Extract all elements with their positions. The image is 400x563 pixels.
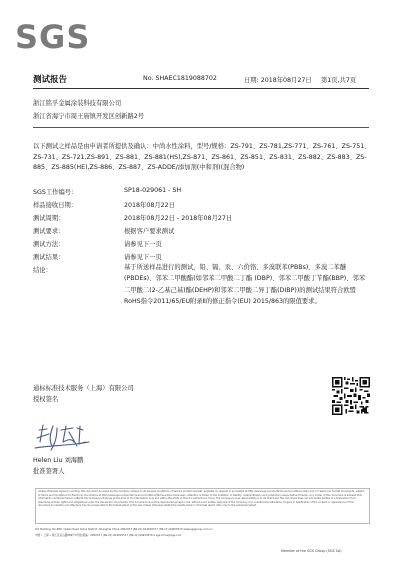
client-name: 浙江铭孚金属涂装科技有限公司: [33, 100, 122, 107]
test-result-value: 请参见下一页: [124, 254, 162, 261]
test-result-label: 测试结果：: [33, 254, 65, 261]
client-address: 浙江省海宁市周王庙镇开发区创新路2号: [33, 113, 145, 120]
test-period-value: 2018年08月22日 - 2018年08月27日: [124, 215, 233, 222]
test-period-label: 测试周期：: [33, 215, 65, 222]
qr-code: [332, 377, 370, 415]
client-divider: [33, 127, 369, 128]
handwritten-signature: [33, 420, 91, 454]
conclusion-label: 结论：: [33, 267, 52, 274]
page-indicator: 第1页,共7页: [321, 77, 357, 84]
signer-role: 批准签署人: [33, 468, 65, 475]
job-number-value: SP18-029061 - SH: [124, 187, 182, 194]
sample-description: 以下测试之样品是由申请者所提供及确认：中尚水性涂料，型号/规格：ZS-791、ZS-781,ZS-771、ZS-761、ZS-751、ZS-731、ZS-721,ZS-891、ZS-881、ZS-881(HS),ZS-871、ZS-861、ZS-851、ZS-831、ZS-882、ZS-883、ZS-885、ZS-885(HE),ZS-886、ZS-887、ZS-ADDE/添加剂(中和剂)(混合物): [33, 143, 371, 172]
receipt-date-label: 样品接收日期：: [33, 202, 78, 209]
signer-organization: 通标标准技术服务（上海）有限公司: [33, 385, 134, 392]
test-requirement-value: 根据客户要求测试: [124, 228, 175, 235]
signer-title: 授权签名: [33, 396, 59, 403]
test-requirement-label: 测试要求：: [33, 228, 65, 235]
report-date: 日期: 2018年08月27日: [244, 77, 312, 84]
footer-address-en: 3rd Building, No.889, Yishan Road Xuhui District, Shanghai China 200233 t (86-21) 61402553 f (86-21) 64953679 www.sgsgroup.com.cn: [35, 528, 213, 531]
header-divider: [33, 88, 369, 89]
signer-name: Helen Liu 刘海鹏: [33, 457, 84, 464]
test-method-value: 请参见下一页: [124, 241, 162, 248]
job-number-label: SGS工作编号：: [33, 189, 78, 196]
test-method-label: 测试方法：: [33, 241, 65, 248]
footer-address-cn: 中国 • 上海 • 徐汇区宜山路889号3号楼 邮编：200233 t (86-21) 61402553 f (86-21) 64953679 e sgs.china@sgs.com: [35, 534, 182, 537]
footer-member-note: Member of the SGS Group (SGS SA): [281, 549, 342, 553]
report-title: 测试报告: [33, 75, 68, 85]
receipt-date-value: 2018年08月22日: [124, 202, 175, 209]
report-number: No. SHAEC1819088702: [143, 75, 217, 82]
conclusion-text: 基于所送样品进行的测试，铅、镉、汞、六价铬、多溴联苯(PBBs)、多溴二苯醚(PBDEs)、邻苯二甲酸酯(如邻苯二甲酸二丁酯 (DBP)、邻苯二甲酸丁苄酯(BBP)、邻苯二甲酸二(2-乙基己基)酯(DEHP)和邻苯二甲酸二异丁酯(DIBP))的测试结果符合欧盟RoHS指令2011/65/EU附录Ⅱ的修正指令(EU) 2015/863的限值要求。: [124, 264, 366, 306]
footer-legal-text: Unless otherwise agreed in writing, this document is issued by the Company subject to its General Conditions of Service printed overleaf, available on request or accessible at http://www.sgs.com/en/Terms-and-Conditions.aspx and, for electronic format documents, subject to Terms and Conditions for Electronic Documents at http://www.sgs.com/en/Terms-and-Conditions/Terms-e-Document.aspx. Attention is drawn to the limitation of liability, indemnification and jurisdiction issues defined therein. Any holder of this document is advised that information contained hereon reflects the Company's findings at the time of its intervention only and within the limits of Client's instructions, if any. The Company's sole responsibility is to its Client and this document does not exonerate parties to a transaction from exercising all their rights and obligations under the transaction documents. This document cannot be reproduced except in full, without prior written approval of the Company. Any unauthorized alteration, forgery or falsification of the content or appearance of this document is unlawful and offenders may be prosecuted to the fullest extent of the law. Unless otherwise stated the results shown in this test report refer only to the sample(s) tested.: [38, 490, 365, 507]
sgs-logo: SGS: [15, 18, 91, 56]
